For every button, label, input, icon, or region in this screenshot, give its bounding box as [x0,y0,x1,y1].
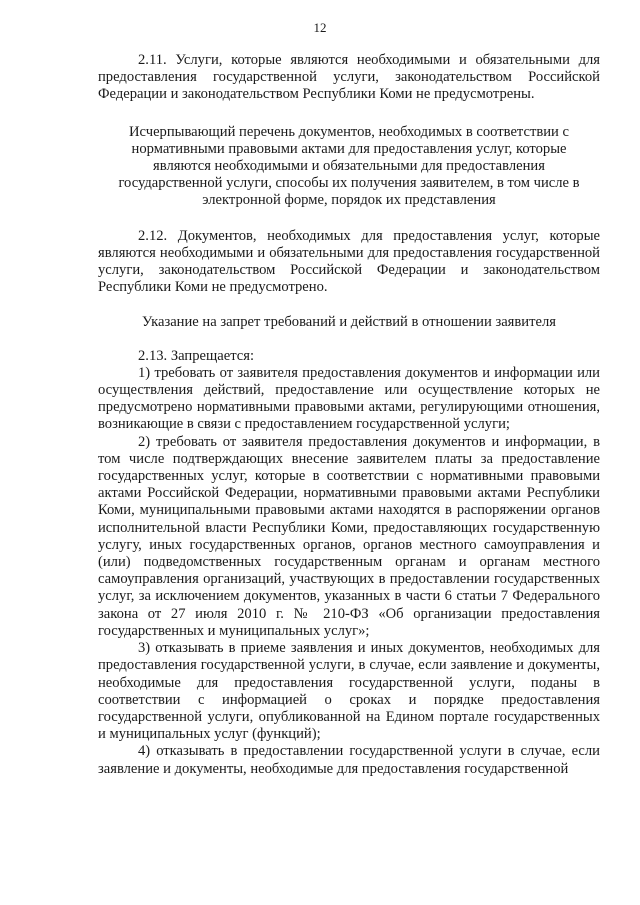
list-item-1: 1) требовать от заявителя предоставления документов и информации или осуществления действий, предоставление или осуществление которых не предусмотрено нормативными правовыми актами, регулирующими отношения, возникающие в связи с предоставлением государственной услуги; [98,364,600,433]
paragraph-2-13: 2.13. Запрещается: [138,347,255,364]
list-item-2: 2) требовать от заявителя предоставления документов и информации, в том числе подтверждающих внесение заявителем платы за предоставление государственных услуг, которые в соответствии с нормативными правовыми актами Российской Федерации, нормативными правовыми актами Республики Коми, муниципальными правовыми актами находятся в распоряжении органов исполнительной власти Республики Коми, предоставляющих государственную услугу, иных государственных органов, органов местного самоуправления и (или) подведомственных государственным органам и органам местного самоуправления организаций, участвующих в предоставлении государственных услуг, за исключением документов, указанных в части 6 статьи 7 Федерального закона от 27 июля 2010 г. № 210-ФЗ «Об организации предоставления государственных и муниципальных услуг»; [98,433,600,639]
list-item-4: 4) отказывать в предоставлении государственной услуги в случае, если заявление и документы, необходимые для предоставления государственной [98,743,600,777]
page-number: 12 [313,20,327,35]
paragraph-2-11: 2.11. Услуги, которые являются необходимыми и обязательными для предоставления государственной услуги, законодательством Российской Федерации и законодательством Республики Коми не предусмотрены. [98,52,600,103]
section-heading-documents: Исчерпывающий перечень документов, необходимых в соответствии с нормативными правовыми актами для предоставления услуг, которые являются необходимыми и обязательными для предоставления государственной услуги, способы их получения заявителем, в том числе в электронной форме, порядок их представления [118,123,580,209]
paragraph-2-12: 2.12. Документов, необходимых для предоставления услуг, которые являются необходимыми и обязательными для предоставления государственной услуги, законодательством Российской Федерации и законодательством Республики Коми не предусмотрено. [98,227,600,296]
document-body [98,52,600,778]
section-heading-prohibitions: Указание на запрет требований и действий в отношении заявителя [142,314,556,331]
list-item-3: 3) отказывать в приеме заявления и иных документов, необходимых для предоставления государственной услуги, в случае, если заявление и документы, необходимые для предоставления государственной услуги, поданы в соответствии с информацией о сроках и порядке предоставления государственной услуги, опубликованной на Едином портале государственных и муниципальных услуг (функций); [98,640,600,743]
